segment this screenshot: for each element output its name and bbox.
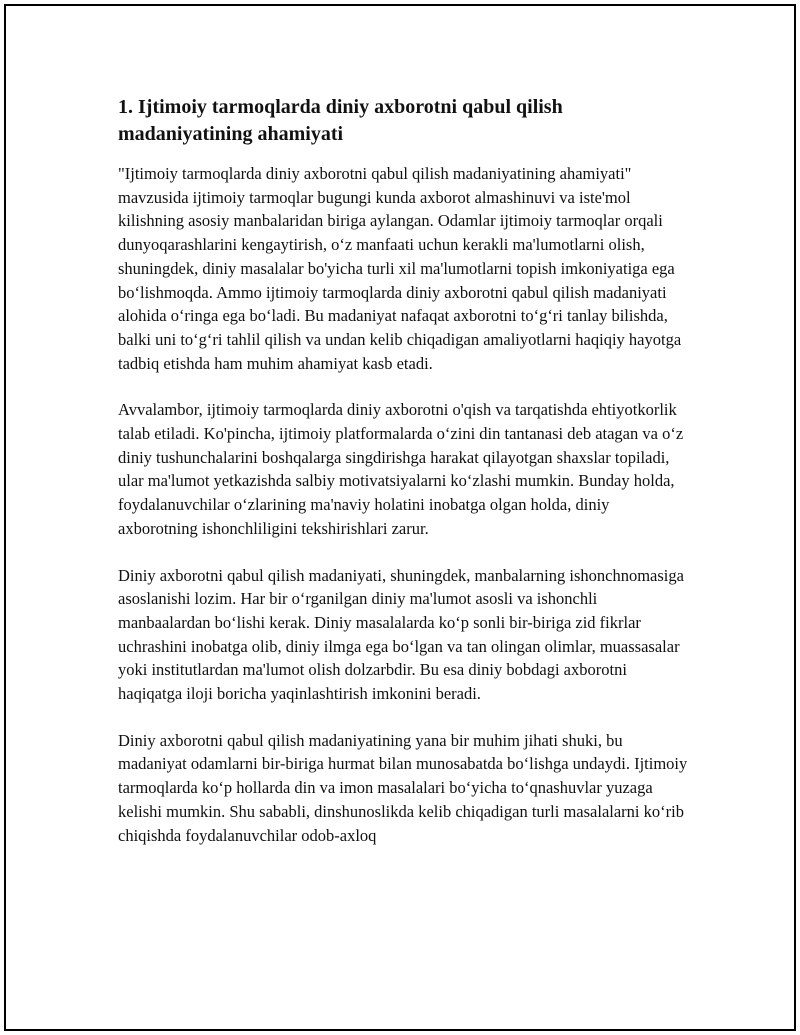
document-body: [118, 94, 690, 870]
paragraph-1: "Ijtimoiy tarmoqlarda diniy axborotni qabul qilish madaniyatining ahamiyati" mavzusida ijtimoiy tarmoqlar bugungi kunda axborot almashinuvi va iste'mol kilishning asosiy manbalaridan biriga aylangan. Odamlar ijtimoiy tarmoqlar orqali dunyoqarashlarini kengaytirish, oʻz manfaati uchun kerakli ma'lumotlarni olish, shuningdek, diniy masalalar bo'yicha turli xil ma'lumotlarni topish imkoniyatiga ega boʻlishmoqda. Ammo ijtimoiy tarmoqlarda diniy axborotni qabul qilish madaniyati alohida oʻringa ega boʻladi. Bu madaniyat nafaqat axborotni toʻgʻri tanlay bilishda, balki uni toʻgʻri tahlil qilish va undan kelib chiqadigan amaliyotlarni haqiqiy hayotga tadbiq etishda ham muhim ahamiyat kasb etadi.: [118, 164, 682, 373]
section-heading: 1. Ijtimoiy tarmoqlarda diniy axborotni qabul qilish madaniyatining ahamiyati: [118, 96, 563, 145]
paragraph-3: Diniy axborotni qabul qilish madaniyati, shuningdek, manbalarning ishonchnomasiga asoslanishi lozim. Har bir oʻrganilgan diniy ma'lumot asosli va ishonchli manbaalardan boʻlishi kerak. Diniy masalalarda koʻp sonli bir-biriga zid fikrlar uchrashini inobatga olib, diniy ilmga ega boʻlgan va tan olingan olimlar, muassasalar yoki institutlardan ma'lumot olish dolzarbdir. Bu esa diniy bobdagi axborotni haqiqatga iloji boricha yaqinlashtirish imkonini beradi.: [118, 565, 684, 704]
paragraph-4: Diniy axborotni qabul qilish madaniyatining yana bir muhim jihati shuki, bu madaniyat odamlarni bir-biriga hurmat bilan munosabatda boʻlishga undaydi. Ijtimoiy tarmoqlarda koʻp hollarda din va imon masalalari boʻyicha toʻqnashuvlar yuzaga kelishi mumkin. Shu sababli, dinshunoslikda kelib chiqadigan turli masalalarni koʻrib chiqishda foydalanuvchilar odob-axloq: [118, 730, 688, 845]
paragraph-2: Avvalambor, ijtimoiy tarmoqlarda diniy axborotni o'qish va tarqatishda ehtiyotkorlik talab etiladi. Ko'pincha, ijtimoiy platformalarda oʻzini din tantanasi deb atagan va oʻz diniy tushunchalarini boshqalarga singdirishga harakat qilayotgan shaxslar topiladi, ular ma'lumot yetkazishda salbiy motivatsiyalarni koʻzlashi mumkin. Bunday holda, foydalanuvchilar oʻzlarining ma'naviy holatini inobatga olgan holda, diniy axborotning ishonchliligini tekshirishlari zarur.: [118, 400, 684, 538]
